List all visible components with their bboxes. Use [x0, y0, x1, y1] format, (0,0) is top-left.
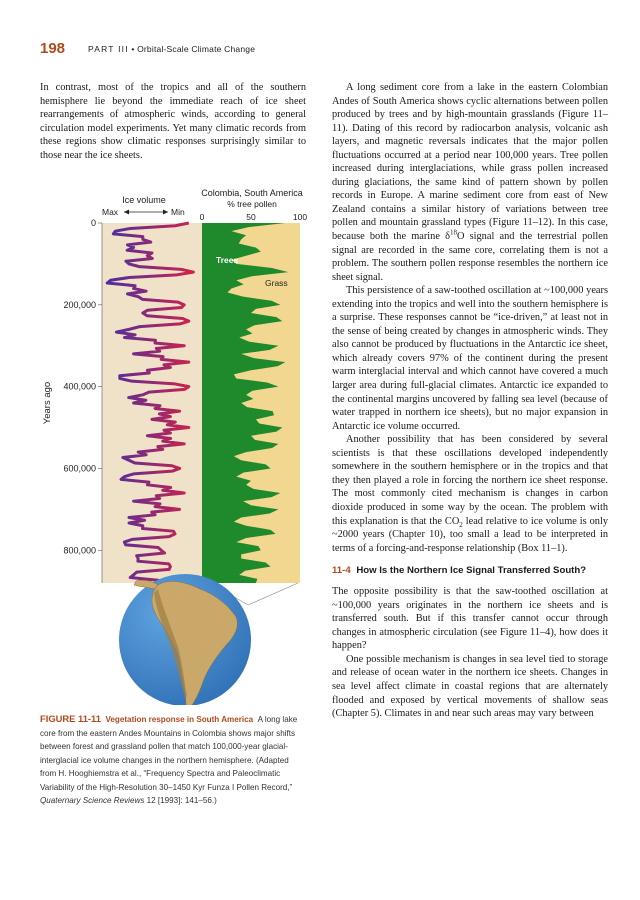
figure-graphic	[40, 185, 312, 705]
right-column	[332, 81, 608, 721]
text-run: lead relative to ice volume is only ~2000 years (Chapter 10), too small a lead to be interpreted in terms of a forcing-and-response relationship (Box 11–1).	[332, 515, 608, 554]
citation-end: 12 [1993]: 141–56.)	[146, 796, 217, 805]
pollen-subtitle: % tree pollen	[227, 199, 277, 209]
page-number: 198	[40, 40, 66, 57]
min-label: Min	[171, 207, 185, 217]
paragraph: The opposite possibility is that the saw-toothed oscillation at ~100,000 years originates in the northern ice sheets and is transferred south. But if this transfer cannot occur through changes in atmospheric circulation (see Figure 11–4), how does it happen?	[332, 586, 608, 652]
section-number: 11-4	[332, 565, 351, 577]
part-label: PART III	[88, 44, 129, 54]
y-tick-label: 800,000	[63, 545, 96, 556]
paragraph	[332, 81, 608, 284]
pollen-title: Colombia, South America	[201, 188, 303, 198]
text-run: A long sediment core from a lake in the eastern Colombian Andes of South America shows cyclic alternations between pollen produced by trees and by high-mountain grasslands (Figure 11–11). Dating of this record by radiocarbon analysis, volcanic ash layers, and magnetic reversals indicates that the major pollen fluctuations occurred at a period near 100,000 years. Tree pollen increased during interglaciations, while grass pollen increased during glaciations, the same kind of pattern shown by pollen records in Europe. A marine sediment core from east of New Zealand contains a similar history of variations between tree pollen and mountain grassland types (Figure 11–12). In this case, because both the marine δ	[332, 82, 608, 243]
figure-caption	[40, 712, 306, 808]
pollen-tick-label: 50	[246, 212, 256, 222]
journal-title: Quaternary Science Reviews	[40, 796, 145, 805]
y-axis-ticks	[63, 218, 102, 555]
pollen-axis-ticks	[200, 212, 308, 222]
callout-line	[248, 583, 298, 605]
left-column	[40, 81, 306, 162]
paragraph: This persistence of a saw-toothed oscillation at ~100,000 years extending into the tropics and well into the southern hemisphere is a surprise. These responses cannot be “ice-driven,” at least not in the sense of being created by changes in atmospheric winds. They also cannot be produced by fluctuations in the Antarctic ice sheet, which already covers 97% of the continent during the present warm interglacial interval and which cannot have covered a much larger area during full-glacial climates. Antarctic ice expanded to the continental margins uncovered by falling sea level (because of water trapped in northern ice sheets), but no major expansion in Antarctic ice volume occurred.	[332, 285, 608, 432]
section-heading	[332, 565, 608, 577]
running-head	[88, 44, 255, 54]
pollen-tick-label: 0	[199, 212, 205, 222]
figure-title: Vegetation response in South America	[105, 715, 254, 724]
y-tick-label: 400,000	[63, 381, 96, 392]
figure-11-11	[40, 185, 312, 705]
figure-label: FIGURE 11-11	[40, 713, 101, 724]
section-title: How Is the Northern Ice Signal Transferred South?	[356, 565, 587, 577]
chapter-title: Orbital-Scale Climate Change	[137, 44, 256, 54]
caption-body: A long lake core from the eastern Andes Mountains in Colombia shows major shifts between forest and grassland pollen that match 100,000-year glacial-interglacial ice volume changes in the northern hemisphere. (Adapted from H. Hooghiemstra et al., “Frequency Spectra and Paleoclimatic Variability of the High-Resolution 30–1450 Kyr Funza I Pollen Record,”	[40, 715, 298, 792]
y-axis-label: Years ago	[42, 381, 53, 425]
subscript: 2	[459, 520, 463, 529]
text-run: O signal and the terrestrial pollen signal are recorded in the same core, correlating them is not a problem. The southern pollen response resembles the northern ice sheet signal.	[332, 231, 608, 283]
paragraph: In contrast, most of the tropics and all of the southern hemisphere lie beyond the immediate reach of ice sheet rearrangements of atmospheric winds, according to general circulation model experiments. Yet many climatic records from these regions show climatic responses surprisingly similar to those near the ice sheets.	[40, 82, 306, 161]
trees-label: Trees	[216, 255, 239, 265]
arrow-right-icon	[163, 210, 168, 215]
paragraph: One possible mechanism is changes in sea level tied to storage and release of ocean water in the northern ice sheets. Changes in sea level affect climate in coastal regions that are alternately flooded and exposed by vertical movements of shallow seas (Chapter 5). Climates in and near such areas may vary between	[332, 653, 608, 720]
pollen-tick-label: 100	[292, 212, 308, 222]
y-tick-label: 200,000	[63, 299, 96, 310]
running-header	[40, 40, 600, 58]
ice-volume-title: Ice volume	[122, 195, 166, 205]
max-label: Max	[102, 207, 119, 217]
globe-south-america	[119, 574, 251, 705]
text-run: Another possibility that has been considered by several scientists is that these oscillations developed independently somewhere in the southern hemisphere or in the tropics and that they then played a role in forcing the northern ice sheet response. The most commonly cited mechanism is changes in carbon dioxide produced in some way by the ocean. The problem with this explanation is that the CO	[332, 434, 608, 527]
superscript: 18	[449, 228, 457, 237]
grass-label: Grass	[265, 278, 288, 288]
header-separator: •	[128, 44, 138, 54]
paragraph	[332, 433, 608, 555]
y-tick-label: 600,000	[63, 463, 96, 474]
arrow-left-icon	[124, 210, 129, 215]
y-tick-label: 0	[90, 218, 96, 228]
